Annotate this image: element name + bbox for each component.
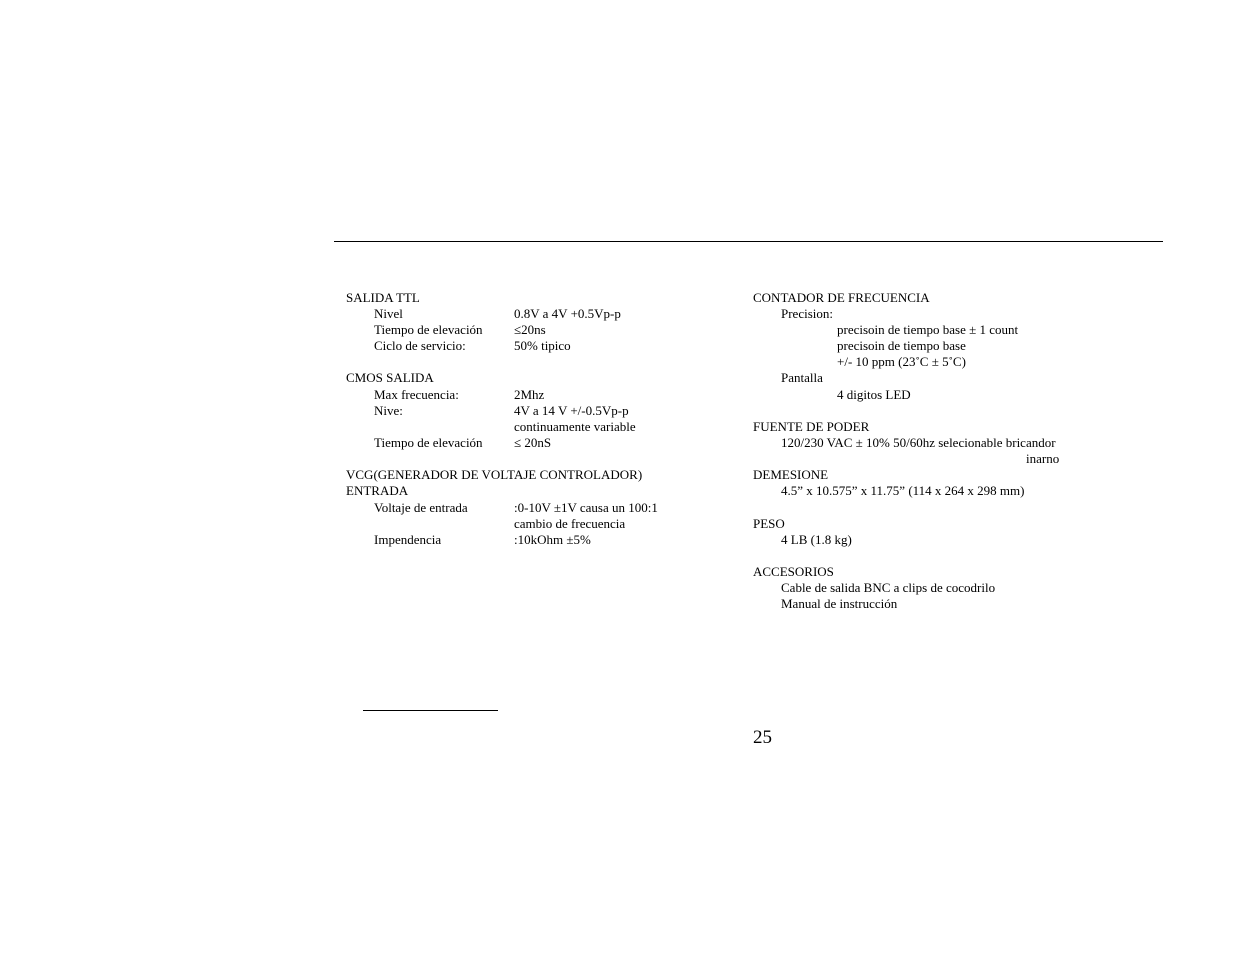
- spec-value: ≤20ns: [514, 322, 546, 337]
- list-item: Cable de salida BNC a clips de cocodrilo: [781, 580, 996, 595]
- section-heading-contador: CONTADOR DE FRECUENCIA: [753, 290, 930, 305]
- spec-value: 0.8V a 4V +0.5Vp-p: [514, 306, 621, 321]
- spec-value: 4V a 14 V +/-0.5Vp-p: [514, 403, 629, 418]
- section-heading-accesorios: ACCESORIOS: [753, 564, 834, 579]
- section-heading-cmos-salida: CMOS SALIDA: [346, 370, 434, 385]
- spec-label: Pantalla: [781, 370, 823, 385]
- spec-value: precisoin de tiempo base ± 1 count: [837, 322, 1019, 337]
- spec-value: 120/230 VAC ± 10% 50/60hz selecionable bricandor: [781, 435, 1056, 450]
- spec-value: ≤ 20nS: [514, 435, 552, 450]
- section-heading-salida-ttl: SALIDA TTL: [346, 290, 420, 305]
- spec-value-continued: continuamente variable: [514, 419, 636, 434]
- section-heading-entrada: ENTRADA: [346, 483, 409, 498]
- spec-value: 50% tipico: [514, 338, 571, 353]
- spec-label: Ciclo de servicio:: [374, 338, 466, 353]
- spec-value: 2Mhz: [514, 387, 545, 402]
- section-heading-fuente: FUENTE DE PODER: [753, 419, 870, 434]
- footnote-rule: [363, 710, 498, 711]
- section-heading-vcg: VCG(GENERADOR DE VOLTAJE CONTROLADOR): [346, 467, 643, 482]
- spec-value: +/- 10 ppm (23˚C ± 5˚C): [837, 354, 966, 369]
- spec-label: Precision:: [781, 306, 833, 321]
- spec-value: :10kOhm ±5%: [514, 532, 591, 547]
- spec-label: Impendencia: [374, 532, 442, 547]
- spec-value-continued: cambio de frecuencia: [514, 516, 626, 531]
- spec-label: Tiempo de elevación: [374, 322, 483, 337]
- list-item: Manual de instrucción: [781, 596, 898, 611]
- section-heading-dimensiones: DEMESIONE: [753, 467, 829, 482]
- spec-value: 4.5” x 10.575” x 11.75” (114 x 264 x 298 mm): [781, 483, 1025, 498]
- spec-value: 4 digitos LED: [837, 387, 911, 402]
- spec-label: Voltaje de entrada: [374, 500, 468, 515]
- spec-value: :0-10V ±1V causa un 100:1: [514, 500, 658, 515]
- page-number: 25: [753, 727, 772, 748]
- spec-value: precisoin de tiempo base: [837, 338, 966, 353]
- header-rule: [334, 241, 1163, 242]
- section-heading-peso: PESO: [753, 516, 785, 531]
- spec-label: Nivel: [374, 306, 403, 321]
- spec-value-continued: inarno: [1026, 451, 1060, 466]
- spec-label: Max frecuencia:: [374, 387, 459, 402]
- spec-label: Tiempo de elevación: [374, 435, 483, 450]
- spec-value: 4 LB (1.8 kg): [781, 532, 852, 547]
- spec-label: Nive:: [374, 403, 403, 418]
